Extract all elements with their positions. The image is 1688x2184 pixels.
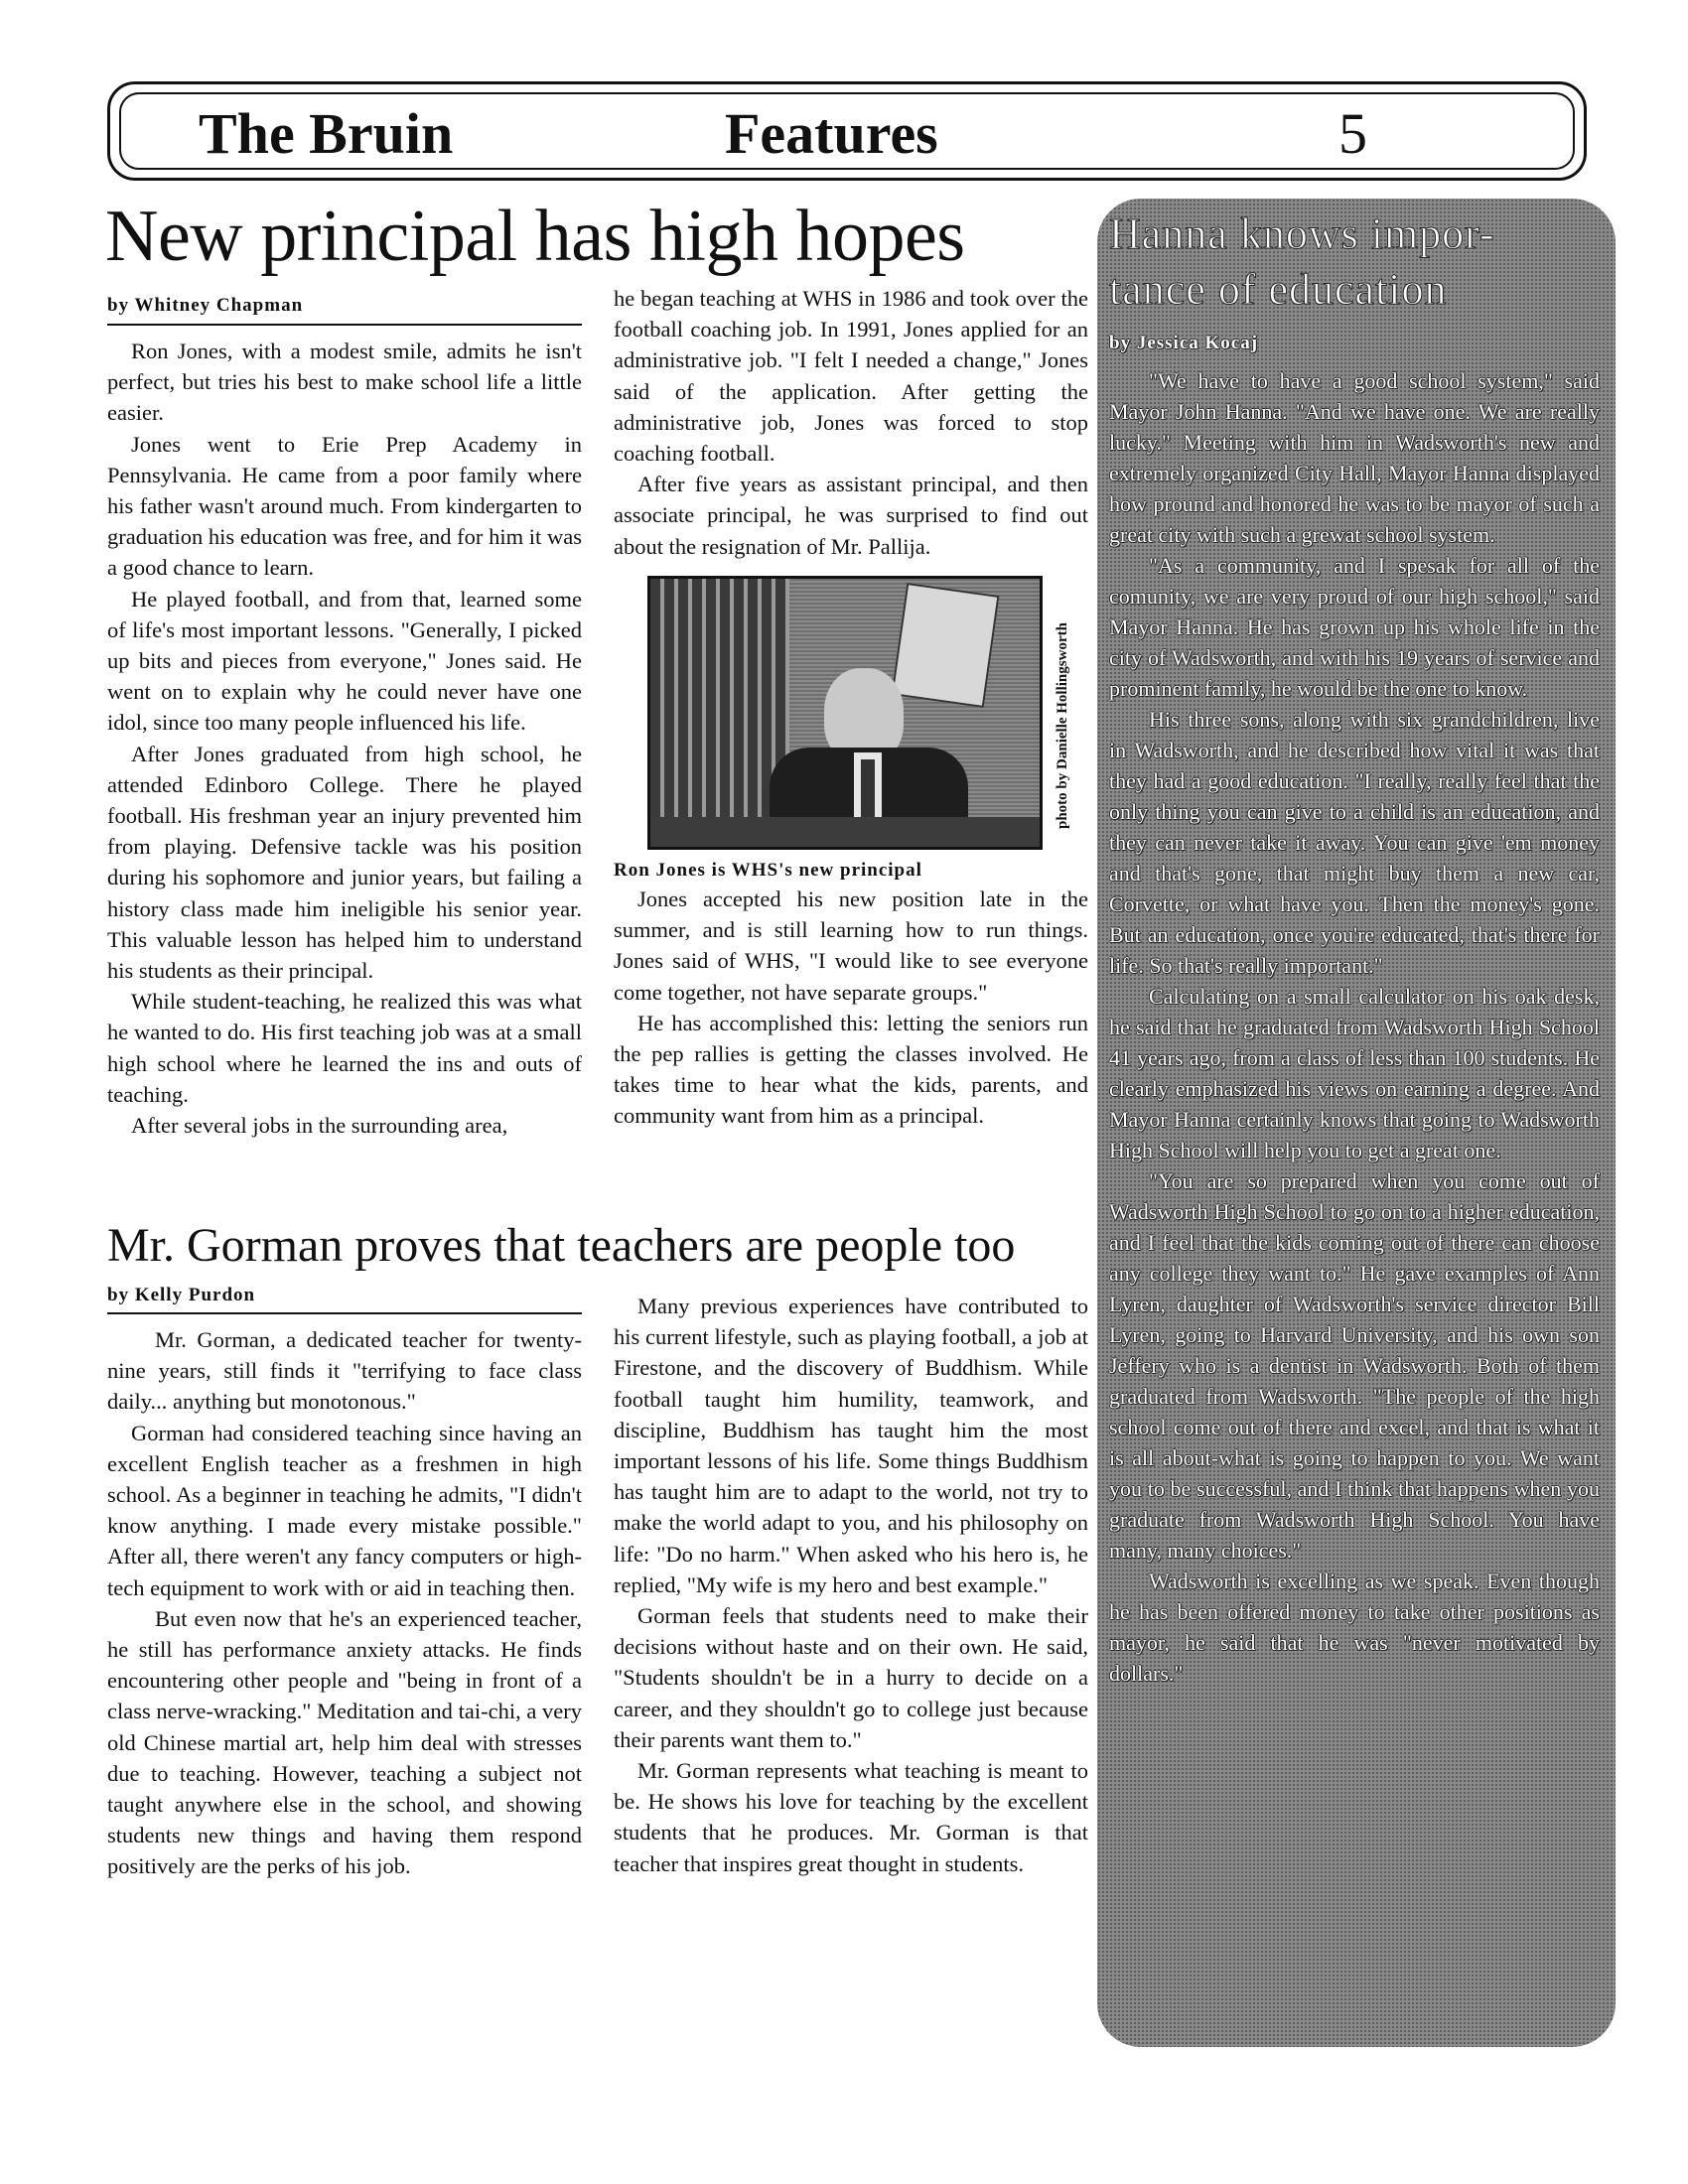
article1-column-2-bottom [614, 884, 1088, 1132]
article2-byline-rule [107, 1312, 582, 1314]
sidebar-headline-line2: tance of education [1109, 265, 1448, 314]
photo-caption: Ron Jones is WHS's new principal [614, 860, 922, 881]
article1-byline: by Whitney Chapman [107, 295, 304, 316]
article2-byline: by Kelly Purdon [107, 1285, 256, 1305]
sidebar-panel [1097, 199, 1616, 2047]
sidebar-paragraph: Wadsworth is excelling as we speak. Even though he has been offered money to take other positions as mayor, he said that he was "never motivated by dollars." [1109, 1569, 1600, 1686]
article1-paragraph: While student-teaching, he realized this was what he wanted to do. His first teaching job was at a small high school where he learned the ins and outs of teaching. [107, 989, 582, 1107]
article1-byline-rule [107, 324, 582, 326]
photo-credit: photo by Danielle Hollingsworth [1055, 622, 1070, 829]
article2-headline: Mr. Gorman proves that teachers are people too [107, 1219, 1016, 1272]
article1-headline: New principal has high hopes [105, 196, 965, 277]
article1-column-1 [107, 336, 582, 1141]
article2-paragraph: Many previous experiences have contributed to his current lifestyle, such as playing football, a job at Firestone, and the discovery of Buddhism. While football taught him humility, teamwork, and discipline, Buddhism has taught him the most important lessons of his life. Some things Buddhism has taught him are to adapt to the world, not try to make the world adapt to you, and his philosophy on life: "Do no harm." When asked who his hero is, he replied, "My wife is my hero and best example." [614, 1294, 1088, 1597]
photo-bookshelf [650, 579, 789, 850]
paper-name: The Bruin [199, 101, 454, 166]
photo-desk [650, 817, 1043, 850]
article2-paragraph: But even now that he's an experienced teacher, he still has performance anxiety attacks. He finds encountering other people and "being in front of a class nerve-wracking." Meditation and tai-chi, a very old Chinese martial art, help him deal with stresses due to teaching. However, teaching a subject not taught anywhere else in the school, and showing students new things and having them respond positively are the perks of his job. [107, 1605, 582, 1879]
article1-paragraph: he began teaching at WHS in 1986 and took over the football coaching job. In 1991, Jones applied for an administrative job. "I felt I needed a change," Jones said of the application. After getting the administrative job, Jones was forced to stop coaching football. [614, 286, 1088, 467]
article1-paragraph: After Jones graduated from high school, he attended Edinboro College. There he played football. His freshman year an injury prevented him from playing. Defensive tackle was his position during his sophomore and junior years, but failing a history class made him ineligible his senior year. This valuable lesson has helped him to understand his students as their principal. [107, 741, 582, 984]
article2-paragraph: Mr. Gorman represents what teaching is meant to be. He shows his love for teaching by the excellent students that he produces. Mr. Gorman is that teacher that inspires great thought in students. [614, 1758, 1088, 1876]
sidebar-headline-line1: Hanna knows impor- [1109, 209, 1495, 258]
photo-wall-poster [892, 583, 1000, 708]
article2-paragraph: Mr. Gorman, a dedicated teacher for twenty-nine years, still finds it "terrifying to face class daily... anything but monotonous." [107, 1327, 582, 1415]
article2-column-1 [107, 1324, 582, 1882]
article1-column-2-top [614, 283, 1088, 562]
article1-paragraph: After several jobs in the surrounding area, [131, 1113, 508, 1139]
article2-column-2 [614, 1291, 1088, 1879]
sidebar-paragraph: His three sons, along with six grandchildren, live in Wadsworth, and he described how vital it was that they had a good education. "I really, really feel that the only thing you can give to a child is an education, and they can never take it away. You can give 'em money and that's gone, that might buy them a new car, Corvette, or what have you. Then the money's gone. But an education, once you're educated, that's there for life. So that's really important." [1109, 707, 1600, 978]
sidebar-paragraph: "As a community, and I spesak for all of the comunity, we are very proud of our high school," said Mayor Hanna. He has grown up his whole life in the city of Wadsworth, and with his 19 years of service and prominent family, he would be the one to know. [1109, 553, 1600, 701]
sidebar-byline: by Jessica Kocaj [1109, 333, 1259, 353]
page-number: 5 [1338, 101, 1367, 166]
article1-paragraph: Jones accepted his new position late in the summer, and is still learning how to run things. Jones said of WHS, "I would like to see everyone come together, not have separate groups." [614, 887, 1088, 1005]
article1-paragraph: Jones went to Erie Prep Academy in Pennsylvania. He came from a poor family where his father wasn't around much. From kindergarten to graduation his education was free, and for him it was a good chance to learn. [107, 431, 582, 581]
principal-photo [647, 576, 1043, 850]
article1-paragraph: Ron Jones, with a modest smile, admits he isn't perfect, but tries his best to make school life a little easier. [107, 339, 582, 426]
sidebar-paragraph: "You are so prepared when you come out of Wadsworth High School to go on to a higher education, and I feel that the kids coming out of there can choose any college they want to." He gave examples of Ann Lyren, daughter of Wadsworth's service director Bill Lyren, going to Harvard University, and his own son Jeffery who is a dentist in Wadsworth. Both of them graduated from Wadsworth. "The people of the high school come out of there and excel, and that is what it is all about-what is going to happen to you. We want you to be successful, and I think that happens when you graduate from Wadsworth High School. You have many, many choices." [1109, 1168, 1600, 1563]
sidebar-paragraph: "We have to have a good school system," said Mayor John Hanna. "And we have one. We are really lucky." Meeting with him in Wadsworth's new and extremely organized City Hall, Mayor Hanna displayed how pround and honored he was to be mayor of such a great city with such a grewat school system. [1109, 368, 1600, 547]
sidebar-paragraph: Calculating on a small calculator on his oak desk, he said that he graduated from Wadsworth High School 41 years ago, from a class of less than 100 students. He clearly emphasized his views on earning a degree. And Mayor Hanna certainly knows that going to Wadsworth High School will help you to get a great one. [1109, 984, 1600, 1162]
article2-paragraph: Gorman feels that students need to make their decisions without haste and on their own. He said, "Students shouldn't be in a hurry to decide on a career, and they shouldn't go to college just because their parents want them to." [614, 1603, 1088, 1752]
article1-paragraph: He played football, and from that, learned some of life's most important lessons. "Generally, I picked up bits and pieces from everyone," Jones said. He went on to explain why he could never have one idol, since too many people influenced his life. [107, 586, 582, 736]
section-name: Features [725, 101, 938, 166]
article1-paragraph: He has accomplished this: letting the seniors run the pep rallies is getting the classes involved. He takes time to hear what the kids, parents, and community want from him as a principal. [614, 1010, 1088, 1129]
sidebar-column [1109, 365, 1600, 1689]
article1-paragraph: After five years as assistant principal, and then associate principal, he was surprised to find out about the resignation of Mr. Pallija. [614, 472, 1088, 559]
article2-paragraph: Gorman had considered teaching since having an excellent English teacher as a freshmen in high school. As a beginner in teaching he admits, "I didn't know anything. I made every mistake possible." After all, there weren't any fancy computers or high-tech equipment to work with or aid in teaching then. [107, 1420, 582, 1600]
